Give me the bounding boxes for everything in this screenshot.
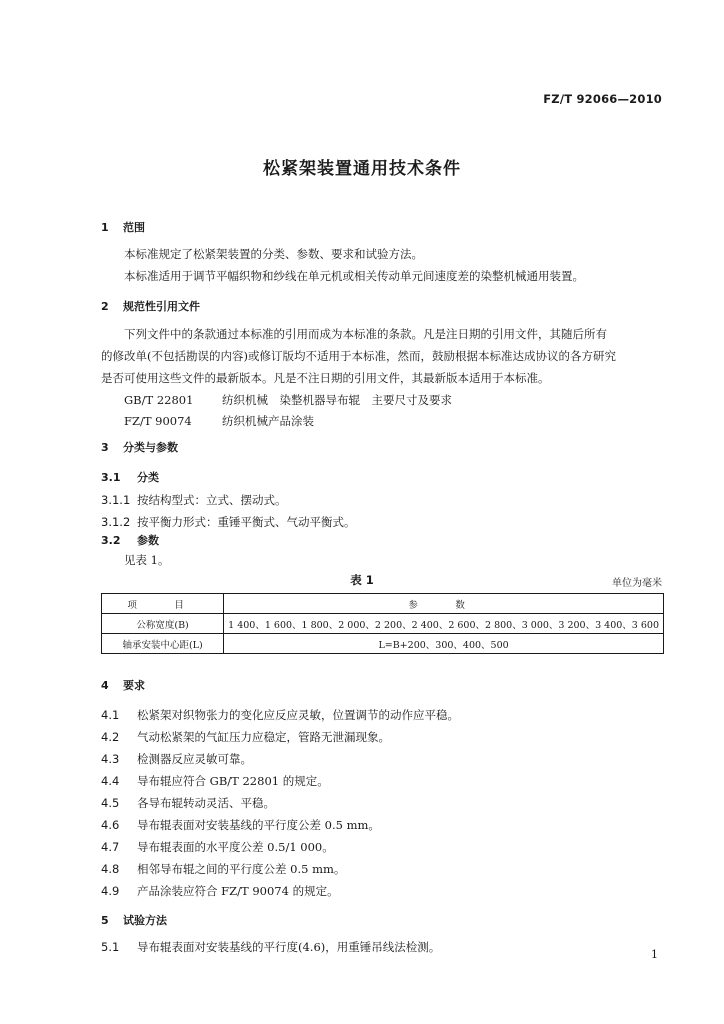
reference-code: GB/T 22801 (124, 393, 194, 407)
column-header-parameter: 参 数 (224, 594, 664, 614)
table-unit: 单位为毫米 (612, 578, 662, 589)
subsection-title: 分类 (137, 471, 159, 484)
section-number: 3 (101, 441, 109, 454)
row-item-value: L=B+200、300、400、500 (224, 634, 664, 654)
test-method-item (101, 939, 440, 955)
clause-text: 产品涂装应符合 FZ/T 90074 的规定。 (137, 884, 339, 898)
section-title: 要求 (123, 679, 145, 692)
subsection-3-1-heading (101, 470, 159, 486)
clause-text: 导布辊应符合 GB/T 22801 的规定。 (137, 774, 329, 788)
clause-number: 3.1.1 (101, 493, 131, 507)
clause-number: 4.4 (101, 774, 120, 788)
clause-text: 检测器反应灵敏可靠。 (137, 752, 252, 766)
parameters-table (101, 593, 664, 654)
reference-code: FZ/T 90074 (124, 414, 192, 428)
clause-text: 导布辊表面对安装基线的平行度公差 0.5 mm。 (137, 818, 380, 832)
clause-number: 5.1 (101, 940, 120, 954)
paragraph: 本标准规定了松紧架装置的分类、参数、要求和试验方法。 (124, 247, 423, 261)
row-item-name: 公称宽度(B) (102, 614, 224, 634)
column-header-item: 项 目 (102, 594, 224, 614)
reference-item (124, 392, 452, 408)
clause-3-1-2 (101, 514, 356, 530)
clause-3-1-1 (101, 492, 287, 508)
paragraph-line: 是否可使用这些文件的最新版本。凡是不注日期的引用文件，其最新版本适用于本标准。 (101, 371, 550, 385)
section-title: 规范性引用文件 (123, 300, 200, 313)
clause-number: 4.1 (101, 708, 120, 722)
paragraph-line: 的修改单(不包括勘误的内容)或修订版均不适用于本标准，然而，鼓励根据本标准达成协议的各方研究 (101, 349, 616, 363)
clause-text: 各导布辊转动灵活、平稳。 (137, 796, 275, 810)
requirement-item (101, 795, 275, 811)
paragraph: 本标准适用于调节平幅织物和纱线在单元机或相关传动单元间速度差的染整机械通用装置。 (124, 269, 584, 283)
table-caption: 表 1 (350, 573, 374, 587)
section-2-heading (101, 299, 200, 315)
section-title: 范围 (123, 221, 145, 234)
table-row (102, 614, 664, 634)
clause-text: 导布辊表面对安装基线的平行度(4.6)，用重锤吊线法检测。 (137, 940, 441, 954)
clause-number: 4.9 (101, 884, 120, 898)
section-3-heading (101, 440, 178, 456)
clause-number: 4.5 (101, 796, 120, 810)
subsection-3-2-heading (101, 533, 159, 549)
clause-number: 3.1.2 (101, 515, 131, 529)
paragraph-line: 下列文件中的条款通过本标准的引用而成为本标准的条款。凡是注日期的引用文件，其随后所有 (124, 327, 607, 341)
section-number: 1 (101, 221, 109, 234)
clause-text: 导布辊表面的水平度公差 0.5/1 000。 (137, 840, 334, 854)
row-item-name: 轴承安装中心距(L) (102, 634, 224, 654)
section-title: 分类与参数 (123, 441, 178, 454)
table-row (102, 634, 664, 654)
section-number: 5 (101, 914, 109, 927)
section-number: 4 (101, 679, 109, 692)
reference-name: 纺织机械 染整机器导布辊 主要尺寸及要求 (222, 393, 452, 407)
requirement-item (101, 773, 329, 789)
clause-number: 4.6 (101, 818, 120, 832)
reference-name: 纺织机械产品涂装 (222, 414, 314, 428)
requirement-item (101, 751, 252, 767)
requirement-item (101, 839, 334, 855)
clause-number: 4.7 (101, 840, 120, 854)
clause-text: 松紧架对织物张力的变化应反应灵敏，位置调节的动作应平稳。 (137, 708, 459, 722)
see-table-note: 见表 1。 (124, 553, 170, 567)
reference-item (124, 413, 314, 429)
subsection-number: 3.2 (101, 534, 121, 547)
table-header-row (102, 594, 664, 614)
row-item-value: 1 400、1 600、1 800、2 000、2 200、2 400、2 600、2 800、3 000、3 200、3 400、3 600 (224, 614, 664, 634)
clause-text: 相邻导布辊之间的平行度公差 0.5 mm。 (137, 862, 346, 876)
clause-text: 按结构型式：立式、摆动式。 (137, 493, 287, 507)
clause-number: 4.3 (101, 752, 120, 766)
requirement-item (101, 729, 390, 745)
document-title: 松紧架装置通用技术条件 (263, 159, 461, 179)
section-title: 试验方法 (123, 914, 167, 927)
requirement-item (101, 817, 380, 833)
subsection-title: 参数 (137, 534, 159, 547)
requirement-item (101, 883, 339, 899)
section-1-heading (101, 220, 145, 236)
section-4-heading (101, 678, 145, 694)
subsection-number: 3.1 (101, 471, 121, 484)
page-number: 1 (651, 948, 658, 961)
clause-number: 4.8 (101, 862, 120, 876)
requirement-item (101, 707, 459, 723)
section-5-heading (101, 913, 167, 929)
standard-code: FZ/T 92066—2010 (543, 92, 662, 106)
section-number: 2 (101, 300, 109, 313)
clause-text: 气动松紧架的气缸压力应稳定，管路无泄漏现象。 (137, 730, 390, 744)
requirement-item (101, 861, 345, 877)
clause-number: 4.2 (101, 730, 120, 744)
clause-text: 按平衡力形式：重锤平衡式、气动平衡式。 (137, 515, 356, 529)
